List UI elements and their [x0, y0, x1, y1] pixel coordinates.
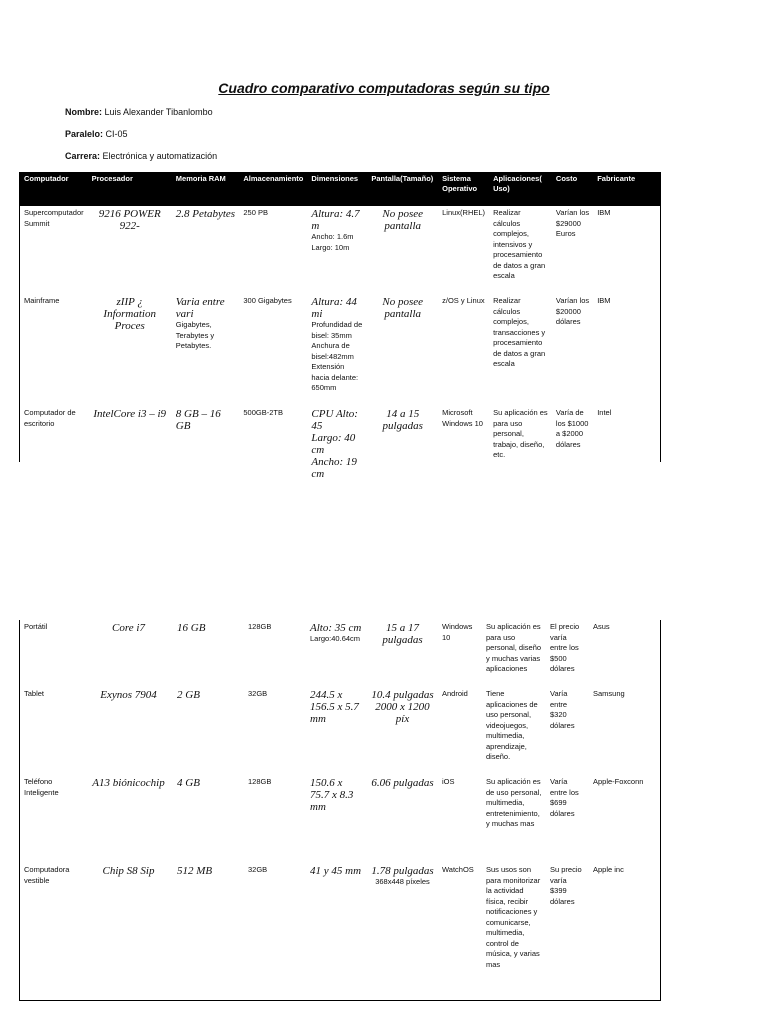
cell-computador: Portátil	[24, 622, 48, 631]
cell-pantalla: 1.78 pulgadas 368x448 píxeles	[371, 865, 434, 886]
cell-pantalla: No posee pantalla	[382, 296, 424, 320]
column-header: Costo	[552, 172, 593, 206]
table-row	[20, 863, 660, 1000]
cell-sistema-operativo: Windows 10	[442, 622, 473, 642]
cell-costo: El precio varía entre los $500 dólares	[550, 622, 580, 673]
cell-aplicaciones: Realizar cálculos complejos, transacciones y procesamiento de datos a gran escala	[493, 296, 546, 368]
table-row	[20, 620, 660, 687]
document-title: Cuadro comparativo computadoras según su tipo	[218, 80, 550, 96]
cell-fabricante: Asus	[593, 622, 610, 631]
cell-costo: Varía entre $320 dólares	[550, 689, 575, 730]
cell-almacenamiento: 32GB	[248, 865, 268, 874]
comparison-table-part-1	[20, 172, 660, 482]
cell-fabricante: Apple inc	[593, 865, 624, 874]
table-row	[20, 206, 660, 294]
cell-almacenamiento: 32GB	[248, 689, 268, 698]
cell-sistema-operativo: Microsoft Windows 10	[442, 408, 483, 428]
cell-costo: Varían los $20000 dólares	[555, 296, 590, 326]
table-page-1	[19, 172, 661, 480]
meta-paralelo: Paralelo: CI-05	[65, 129, 128, 139]
cell-almacenamiento: 250 PB	[243, 208, 268, 217]
cell-dimensiones: Altura: 4.7 m Ancho: 1.6m Largo: 10m	[311, 208, 360, 252]
cell-aplicaciones: Su aplicación es para uso personal, diseño y muchas varias aplicaciones	[486, 622, 542, 673]
cell-almacenamiento: 128GB	[248, 622, 272, 631]
table-page-2	[19, 620, 661, 1001]
cell-fabricante: IBM	[597, 208, 611, 217]
cell-computador: Supercomputador Summit	[24, 208, 84, 228]
cell-memoria-ram: 16 GB	[177, 622, 206, 634]
cell-dimensiones: CPU Alto: 45 Largo: 40 cm Ancho: 19 cm	[311, 408, 358, 480]
cell-costo: Varían los $29000 Euros	[555, 208, 590, 238]
cell-procesador: Core i7	[112, 622, 145, 634]
cell-computador: Tablet	[24, 689, 45, 698]
cell-pantalla: No posee pantalla	[382, 208, 424, 232]
cell-memoria-ram: 4 GB	[177, 777, 200, 789]
cell-fabricante: IBM	[597, 296, 611, 305]
cell-aplicaciones: Su aplicación es para uso personal, trabajo, diseño, etc.	[493, 408, 548, 459]
cell-computador: Computador de escritorio	[24, 408, 76, 428]
cell-procesador: zIIP ¿ Information Proces	[103, 296, 156, 332]
cell-pantalla: 14 a 15 pulgadas	[382, 408, 423, 432]
cell-pantalla: 15 a 17 pulgadas	[382, 622, 423, 646]
table-row	[20, 775, 660, 863]
cell-procesador: Exynos 7904	[100, 689, 157, 701]
cell-computador: Teléfono Inteligente	[24, 777, 59, 797]
column-header: Fabricante	[593, 172, 660, 206]
column-header: Computador	[20, 172, 88, 206]
cell-procesador: A13 biónicochip	[92, 777, 165, 789]
cell-costo: Su precio varía $399 dólares	[550, 865, 582, 906]
cell-dimensiones: Altura: 44 mi Profundidad de bisel: 35mm Anchura de bisel:482mm Extensión hacia delante: 650mm	[311, 296, 363, 392]
cell-sistema-operativo: iOS	[442, 777, 455, 786]
table-row	[20, 294, 660, 406]
cell-sistema-operativo: Linux(RHEL)	[442, 208, 486, 217]
cell-procesador: Chip S8 Sip	[102, 865, 155, 877]
cell-memoria-ram: 8 GB – 16 GB	[175, 408, 221, 432]
column-header: Almacenamiento	[239, 172, 307, 206]
cell-almacenamiento: 300 Gigabytes	[243, 296, 292, 305]
cell-memoria-ram: Varia entre vari Gigabytes, Terabytes y Petabytes.	[175, 296, 225, 350]
cell-sistema-operativo: Android	[442, 689, 468, 698]
cell-aplicaciones: Su aplicación es de uso personal, multimedia, entretenimiento, y muchas mas	[486, 777, 542, 828]
table-row	[20, 687, 660, 775]
cell-computador: Computadora vestible	[24, 865, 70, 885]
column-header: Sistema Operativo	[438, 172, 489, 206]
cell-dimensiones: 244.5 x 156.5 x 5.7 mm	[310, 689, 359, 725]
cell-dimensiones: 150.6 x 75.7 x 8.3 mm	[310, 777, 354, 813]
column-header: Aplicaciones( Uso)	[489, 172, 552, 206]
meta-carrera: Carrera: Electrónica y automatización	[65, 151, 218, 161]
cell-fabricante: Apple-Foxconn	[593, 777, 644, 786]
cell-dimensiones: Alto: 35 cm Largo:40.64cm	[310, 622, 362, 643]
cell-dimensiones: 41 y 45 mm	[310, 865, 362, 877]
cell-almacenamiento: 128GB	[248, 777, 272, 786]
comparison-table-part-2	[20, 620, 660, 1000]
cell-sistema-operativo: z/OS y Linux	[442, 296, 485, 305]
cell-aplicaciones: Tiene aplicaciones de uso personal, videojuegos, multimedia, aprendizaje, diseño.	[486, 689, 538, 761]
column-header: Memoria RAM	[172, 172, 240, 206]
column-header: Pantalla(Tamaño)	[367, 172, 438, 206]
cell-sistema-operativo: WatchOS	[442, 865, 474, 874]
cell-pantalla: 10.4 pulgadas 2000 x 1200 píx	[371, 689, 434, 725]
cell-costo: Varía de los $1000 a $2000 dólares	[555, 408, 589, 449]
cell-memoria-ram: 2 GB	[177, 689, 200, 701]
cell-computador: Mainframe	[24, 296, 60, 305]
cell-costo: Varía entre los $699 dólares	[550, 777, 579, 818]
cell-memoria-ram: 512 MB	[177, 865, 213, 877]
cell-aplicaciones: Realizar cálculos complejos, intensivos y procesamiento de datos a gran escala	[493, 208, 546, 280]
meta-nombre: Nombre: Luis Alexander Tibanlombo	[65, 107, 213, 117]
column-header: Dimensiones	[307, 172, 367, 206]
cell-almacenamiento: 500GB-2TB	[243, 408, 283, 417]
cell-procesador: 9216 POWER 922-	[98, 208, 161, 232]
column-header: Procesador	[88, 172, 172, 206]
cell-procesador: IntelCore i3 – i9	[93, 408, 167, 420]
cell-fabricante: Samsung	[593, 689, 625, 698]
cell-fabricante: Intel	[597, 408, 612, 417]
cell-aplicaciones: Sus usos son para monitorizar la actividad física, recibir notificaciones y comunicarse, multimedia, control de música, y varias mas	[486, 865, 541, 969]
table-row	[20, 406, 660, 482]
cell-pantalla: 6.06 pulgadas	[371, 777, 434, 789]
cell-memoria-ram: 2.8 Petabytes	[175, 208, 236, 220]
